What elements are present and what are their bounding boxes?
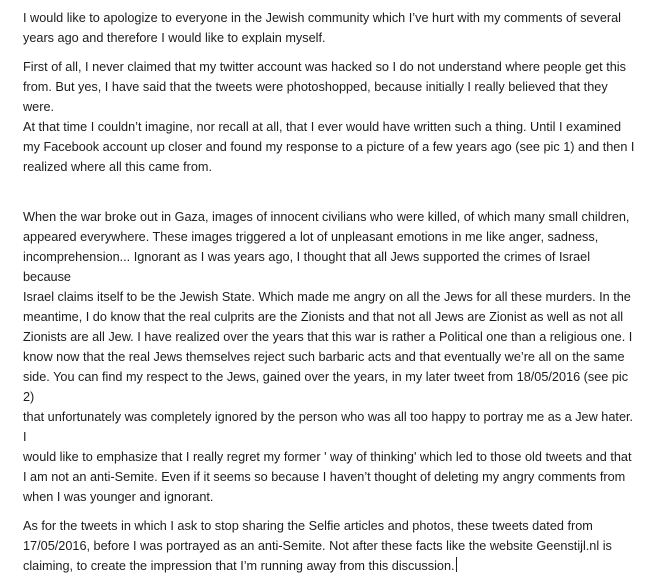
paragraph-spacer — [23, 177, 636, 207]
paragraph-apology: I would like to apologize to everyone in the Jewish community which I’ve hurt with my comments of several years ago and therefore I would like to explain myself. — [23, 11, 621, 45]
paragraph-selfie-tweets-text: As for the tweets in which I ask to stop sharing the Selfie articles and photos, these tweets dated from 17/05/2016, before I was portrayed as an anti-Semite. Not after these facts like the website Geenstijl.nl is claiming, to create the impression that I’m running away from this discussion. — [23, 519, 612, 573]
paragraph-gaza-context: When the war broke out in Gaza, images of innocent civilians who were killed, of which many small children, appeared everywhere. These images triggered a lot of unpleasant emotions in me like anger, sadness, incomprehension... Ignorant as I was years ago, I thought that all Jews supported the crimes of Israel because Israel claims itself to be the Jewish State. Which made me angry on all the Jews for all these murders. In the meantime, I do know that the real culprits are the Zionists and that not all Jews are Zionist as well as not all Zionists are all Jew. I have realized over the years that this war is rather a Political one than a religious one. I know now that the real Jews themselves reject such barbaric acts and that eventually we’re all on the same side. You can find my respect to the Jews, gained over the years, in my later tweet from 18/05/2016 (see pic 2) that unfortunately was completely ignored by the person who was all too happy to portray me as a Jew hater. I would like to emphasize that I really regret my former ' way of thinking' which led to those old tweets and that I am not an anti-Semite. Even if it seems so because I haven’t thought of deleting my angry comments from when I was younger and ignorant. — [23, 210, 634, 504]
paragraph-selfie-tweets — [23, 516, 636, 576]
paragraph-account-explanation: First of all, I never claimed that my twitter account was hacked so I do not understand where people get this from. But yes, I have said that the tweets were photoshopped, because initially I really believed that they were. At that time I couldn’t imagine, nor recall at all, that I ever would have written such a thing. Until I examined my Facebook account up closer and found my response to a picture of a few years ago (see pic 1) and then I realized where all this came from. — [23, 60, 635, 174]
text-cursor — [456, 557, 457, 572]
